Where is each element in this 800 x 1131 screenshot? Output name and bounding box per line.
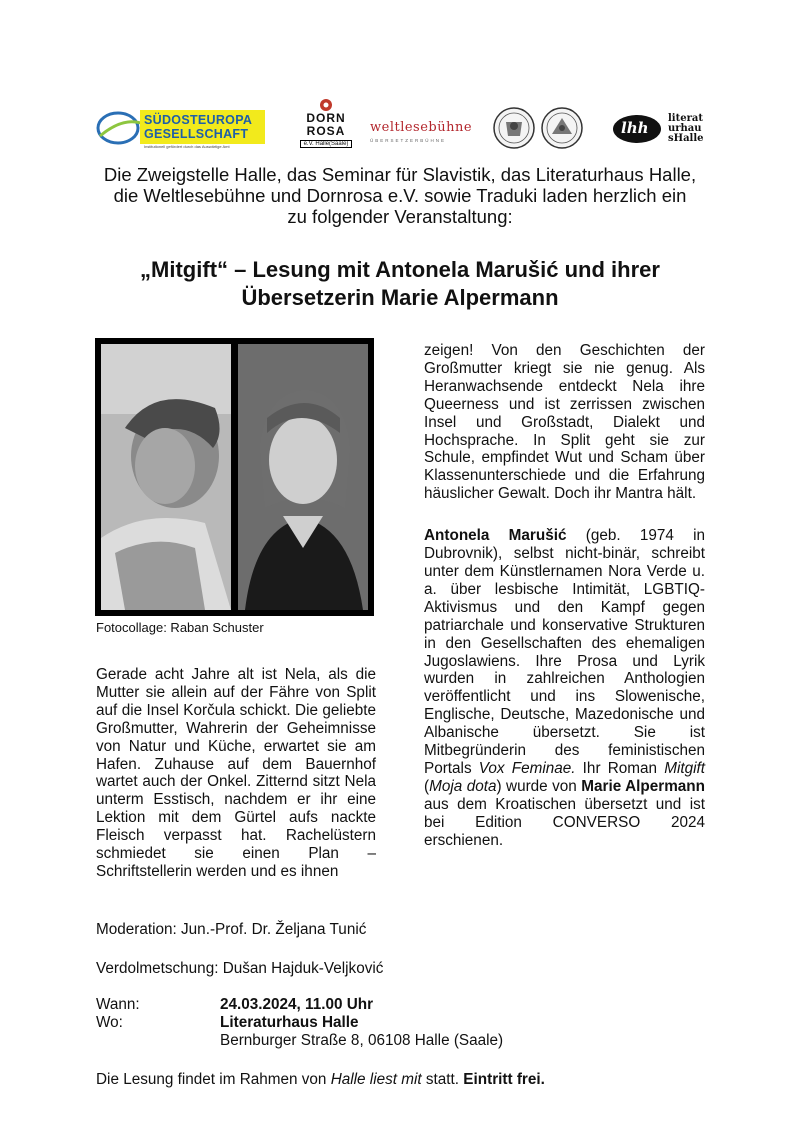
title-line2: Übersetzerin Marie Alpermann bbox=[241, 285, 559, 310]
rose-icon bbox=[319, 98, 333, 112]
lhh-line3: sHalle bbox=[668, 133, 704, 144]
lhh-mark: lhh bbox=[621, 119, 649, 137]
event-title bbox=[80, 256, 720, 312]
author-name: Antonela Marušić bbox=[424, 527, 567, 545]
bio-text: aus dem Kroatischen übersetzt und ist bei Edition CONVERSO 2024 erschienen. bbox=[424, 795, 705, 849]
photo-collage bbox=[95, 338, 374, 616]
weltlese-main: weltlesebühne bbox=[370, 120, 473, 135]
venue-name: Literaturhaus Halle bbox=[220, 1014, 359, 1031]
weltlese-sub: ÜBERSETZERBÜHNE bbox=[370, 138, 447, 143]
bio-text: ) wurde von bbox=[496, 777, 582, 795]
intro-line: zu folgender Veranstaltung: bbox=[287, 206, 513, 227]
translator-name: Marie Alpermann bbox=[581, 777, 705, 795]
soe-line2: GESELLSCHAFT bbox=[144, 127, 249, 141]
dornrosa-line2: ROSA bbox=[306, 124, 346, 138]
university-seal-icon bbox=[490, 106, 590, 150]
book-original-title: Moja dota bbox=[429, 777, 497, 795]
dornrosa-sub: e.V. Halle(Saale) bbox=[300, 140, 352, 148]
photo-caption: Fotocollage: Raban Schuster bbox=[96, 620, 264, 635]
book-title: Mitgift bbox=[664, 759, 705, 777]
free-entry: Eintritt frei. bbox=[463, 1071, 545, 1088]
author-bio bbox=[424, 527, 705, 849]
dornrosa-logo bbox=[300, 98, 352, 158]
footer-text: Die Lesung findet im Rahmen von bbox=[96, 1071, 331, 1088]
invitation-intro bbox=[90, 164, 710, 227]
festival-name: Halle liest mit bbox=[330, 1071, 422, 1088]
footer-text: statt. bbox=[421, 1071, 464, 1088]
bio-text: ( bbox=[424, 777, 430, 795]
suedosteuropa-gesellschaft-logo bbox=[96, 106, 268, 150]
when-value: 24.03.2024, 11.00 Uhr bbox=[220, 996, 374, 1013]
soe-small-text: Institutionell gefördert durch das Auswärtige Amt bbox=[144, 144, 230, 149]
lhh-line2: urhau bbox=[668, 123, 702, 134]
bio-text: (geb. 1974 in Dubrovnik), selbst nicht-binär, schreibt unter dem Künstlernamen Nora Verde u. a. über lesbische Intimität, LGBTIQ-Aktivismus und den Kampf gegen patriarchale und konservative Strukturen in den Gesellschaften des ehemaligen Jugoslawiens. Ihre Prosa und Lyrik wurden in zahlreichen Anthologien veröffentlicht und ins Slowenische, Englische, Deutsche, Mazedonische und Albanische übersetzt. Sie ist Mitbegründerin des feministischen Portals bbox=[424, 527, 705, 777]
left-column bbox=[96, 666, 376, 881]
dornrosa-line1: DORN bbox=[306, 111, 346, 125]
interpreting-line: Verdolmetschung: Dušan Hajduk-Veljković bbox=[96, 960, 384, 977]
soe-line1: SÜDOSTEUROPA bbox=[144, 113, 253, 127]
portal-name: Vox Feminae. bbox=[478, 759, 576, 777]
synopsis-part2: zeigen! Von den Geschichten der Großmutter kriegt sie nie genug. Als Heranwachsende entdeckt Nela ihre Queerness und ist zerrissen zwischen Insel und Großstadt, Dialekt und Hochsprache. In Split geht sie zur Schule, empfindet Wut und Scham über Klassenunterschiede und die Erfahrung häuslicher Gewalt. Doch ihr Mantra hält. bbox=[424, 342, 705, 503]
where-label: Wo: bbox=[96, 1014, 123, 1031]
right-column bbox=[424, 342, 705, 849]
venue-address: Bernburger Straße 8, 06108 Halle (Saale) bbox=[220, 1032, 504, 1049]
university-seals bbox=[490, 106, 590, 150]
weltlesebuehne-logo bbox=[370, 120, 474, 143]
literaturhaus-halle-logo bbox=[612, 114, 728, 148]
bio-text: Ihr Roman bbox=[575, 759, 665, 777]
where-value bbox=[220, 1014, 503, 1050]
intro-line: die Weltlesebühne und Dornrosa e.V. sowie Traduki laden herzlich ein bbox=[113, 185, 687, 206]
portrait-collage-image bbox=[95, 338, 374, 616]
title-line1: „Mitgift“ – Lesung mit Antonela Marušić und ihrer bbox=[140, 257, 660, 282]
logo-row bbox=[96, 98, 726, 158]
footer-note bbox=[96, 1071, 545, 1089]
intro-line: Die Zweigstelle Halle, das Seminar für Slavistik, das Literaturhaus Halle, bbox=[103, 164, 697, 185]
when-label: Wann: bbox=[96, 996, 140, 1013]
synopsis-part1: Gerade acht Jahre alt ist Nela, als die Mutter sie allein auf der Fähre von Split auf die Insel Korčula schickt. Die geliebte Großmutter, Wahrerin der Geheimnisse von Natur und Küche, erwartet sie am Hafen. Zuhause auf dem Bauernhof wartet auch der Onkel. Zitternd sitzt Nela unterm Esstisch, nachdem er ihr eine Lektion mit dem Gürtel aufs nackte Fleisch verpasst hat. Rachelüstern schmiedet sie einen Plan – Schriftstellerin werden und es ihnen bbox=[96, 666, 376, 880]
moderation-line: Moderation: Jun.-Prof. Dr. Željana Tunić bbox=[96, 921, 367, 938]
lhh-line1: literat bbox=[668, 113, 703, 124]
